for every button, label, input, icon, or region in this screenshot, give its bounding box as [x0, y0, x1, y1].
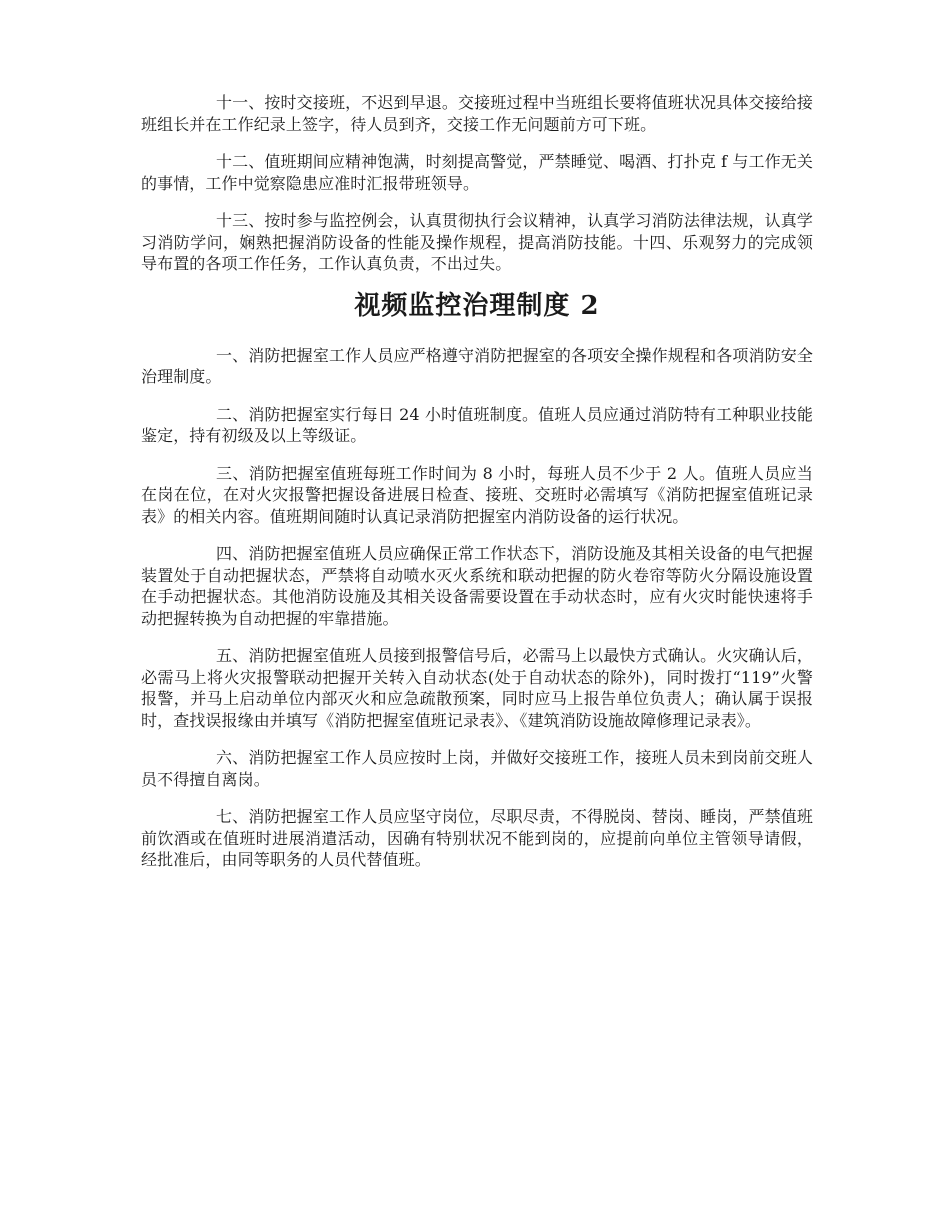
paragraph-seven: 七、消防把握室工作人员应坚守岗位，尽职尽责，不得脱岗、替岗、睡岗，严禁值班前饮酒或在值班时进展消遣活动，因确有特别状况不能到岗的，应提前向单位主管领导请假，经批准后，由同等职务的人员代替值班。	[141, 807, 813, 869]
intro-section	[141, 92, 813, 275]
paragraph-six: 六、消防把握室工作人员应按时上岗，并做好交接班工作，接班人员未到岗前交班人员不得擅自离岗。	[141, 748, 813, 789]
paragraph-thirteen: 十三、按时参与监控例会，认真贯彻执行会议精神，认真学习消防法律法规，认真学习消防学问，娴熟把握消防设备的性能及操作规程，提高消防技能。十四、乐观努力的完成领导布置的各项工作任务，工作认真负责，不出过失。	[141, 211, 813, 273]
paragraph-five: 五、消防把握室值班人员接到报警信号后，必需马上以最快方式确认。火灾确认后，必需马上将火灾报警联动把握开关转入自动状态(处于自动状态的除外)，同时拨打“119”火警 报警，并马上启动单位内部灭火和应急疏散预案，同时应马上报告单位负责人；确认属于误报时，查找误报缘由并填写《消防把握室值班记录表》、《建筑消防设施故障修理记录表》。	[141, 646, 835, 730]
document-page	[141, 92, 835, 887]
paragraph-twelve: 十二、值班期间应精神饱满，时刻提高警觉，严禁睡觉、喝酒、打扑克 f 与工作无关的事情，工作中觉察隐患应准时汇报带班领导。	[141, 152, 813, 193]
section-title: 视频监控治理制度 2	[354, 290, 600, 321]
paragraph-two: 二、消防把握室实行每日 24 小时值班制度。值班人员应通过消防特有工种职业技能鉴定，持有初级及以上等级证。	[141, 404, 813, 445]
paragraph-three: 三、消防把握室值班每班工作时间为 8 小时，每班人员不少于 2 人。值班人员应当在岗在位，在对火灾报警把握设备进展日检查、接班、交班时必需填写《消防把握室值班记录表》的相关内容。值班期间随时认真记录消防把握室内消防设备的运行状况。	[141, 463, 813, 526]
regulation-section	[141, 345, 835, 871]
paragraph-eleven: 十一、按时交接班，不迟到早退。交接班过程中当班组长要将值班状况具体交接给接班组长并在工作纪录上签字，待人员到齐，交接工作无问题前方可下班。	[141, 93, 813, 134]
paragraph-four: 四、消防把握室值班人员应确保正常工作状态下，消防设施及其相关设备的电气把握装置处于自动把握状态，严禁将自动喷水灭火系统和联动把握的防火卷帘等防火分隔设施设置在手动把握状态。其他消防设施及其相关设备需要设置在手动状态时，应有火灾时能快速将手动把握转换为自动把握的牢靠措施。	[141, 544, 813, 628]
paragraph-one: 一、消防把握室工作人员应严格遵守消防把握室的各项安全操作规程和各项消防安全治理制度。	[141, 345, 813, 386]
